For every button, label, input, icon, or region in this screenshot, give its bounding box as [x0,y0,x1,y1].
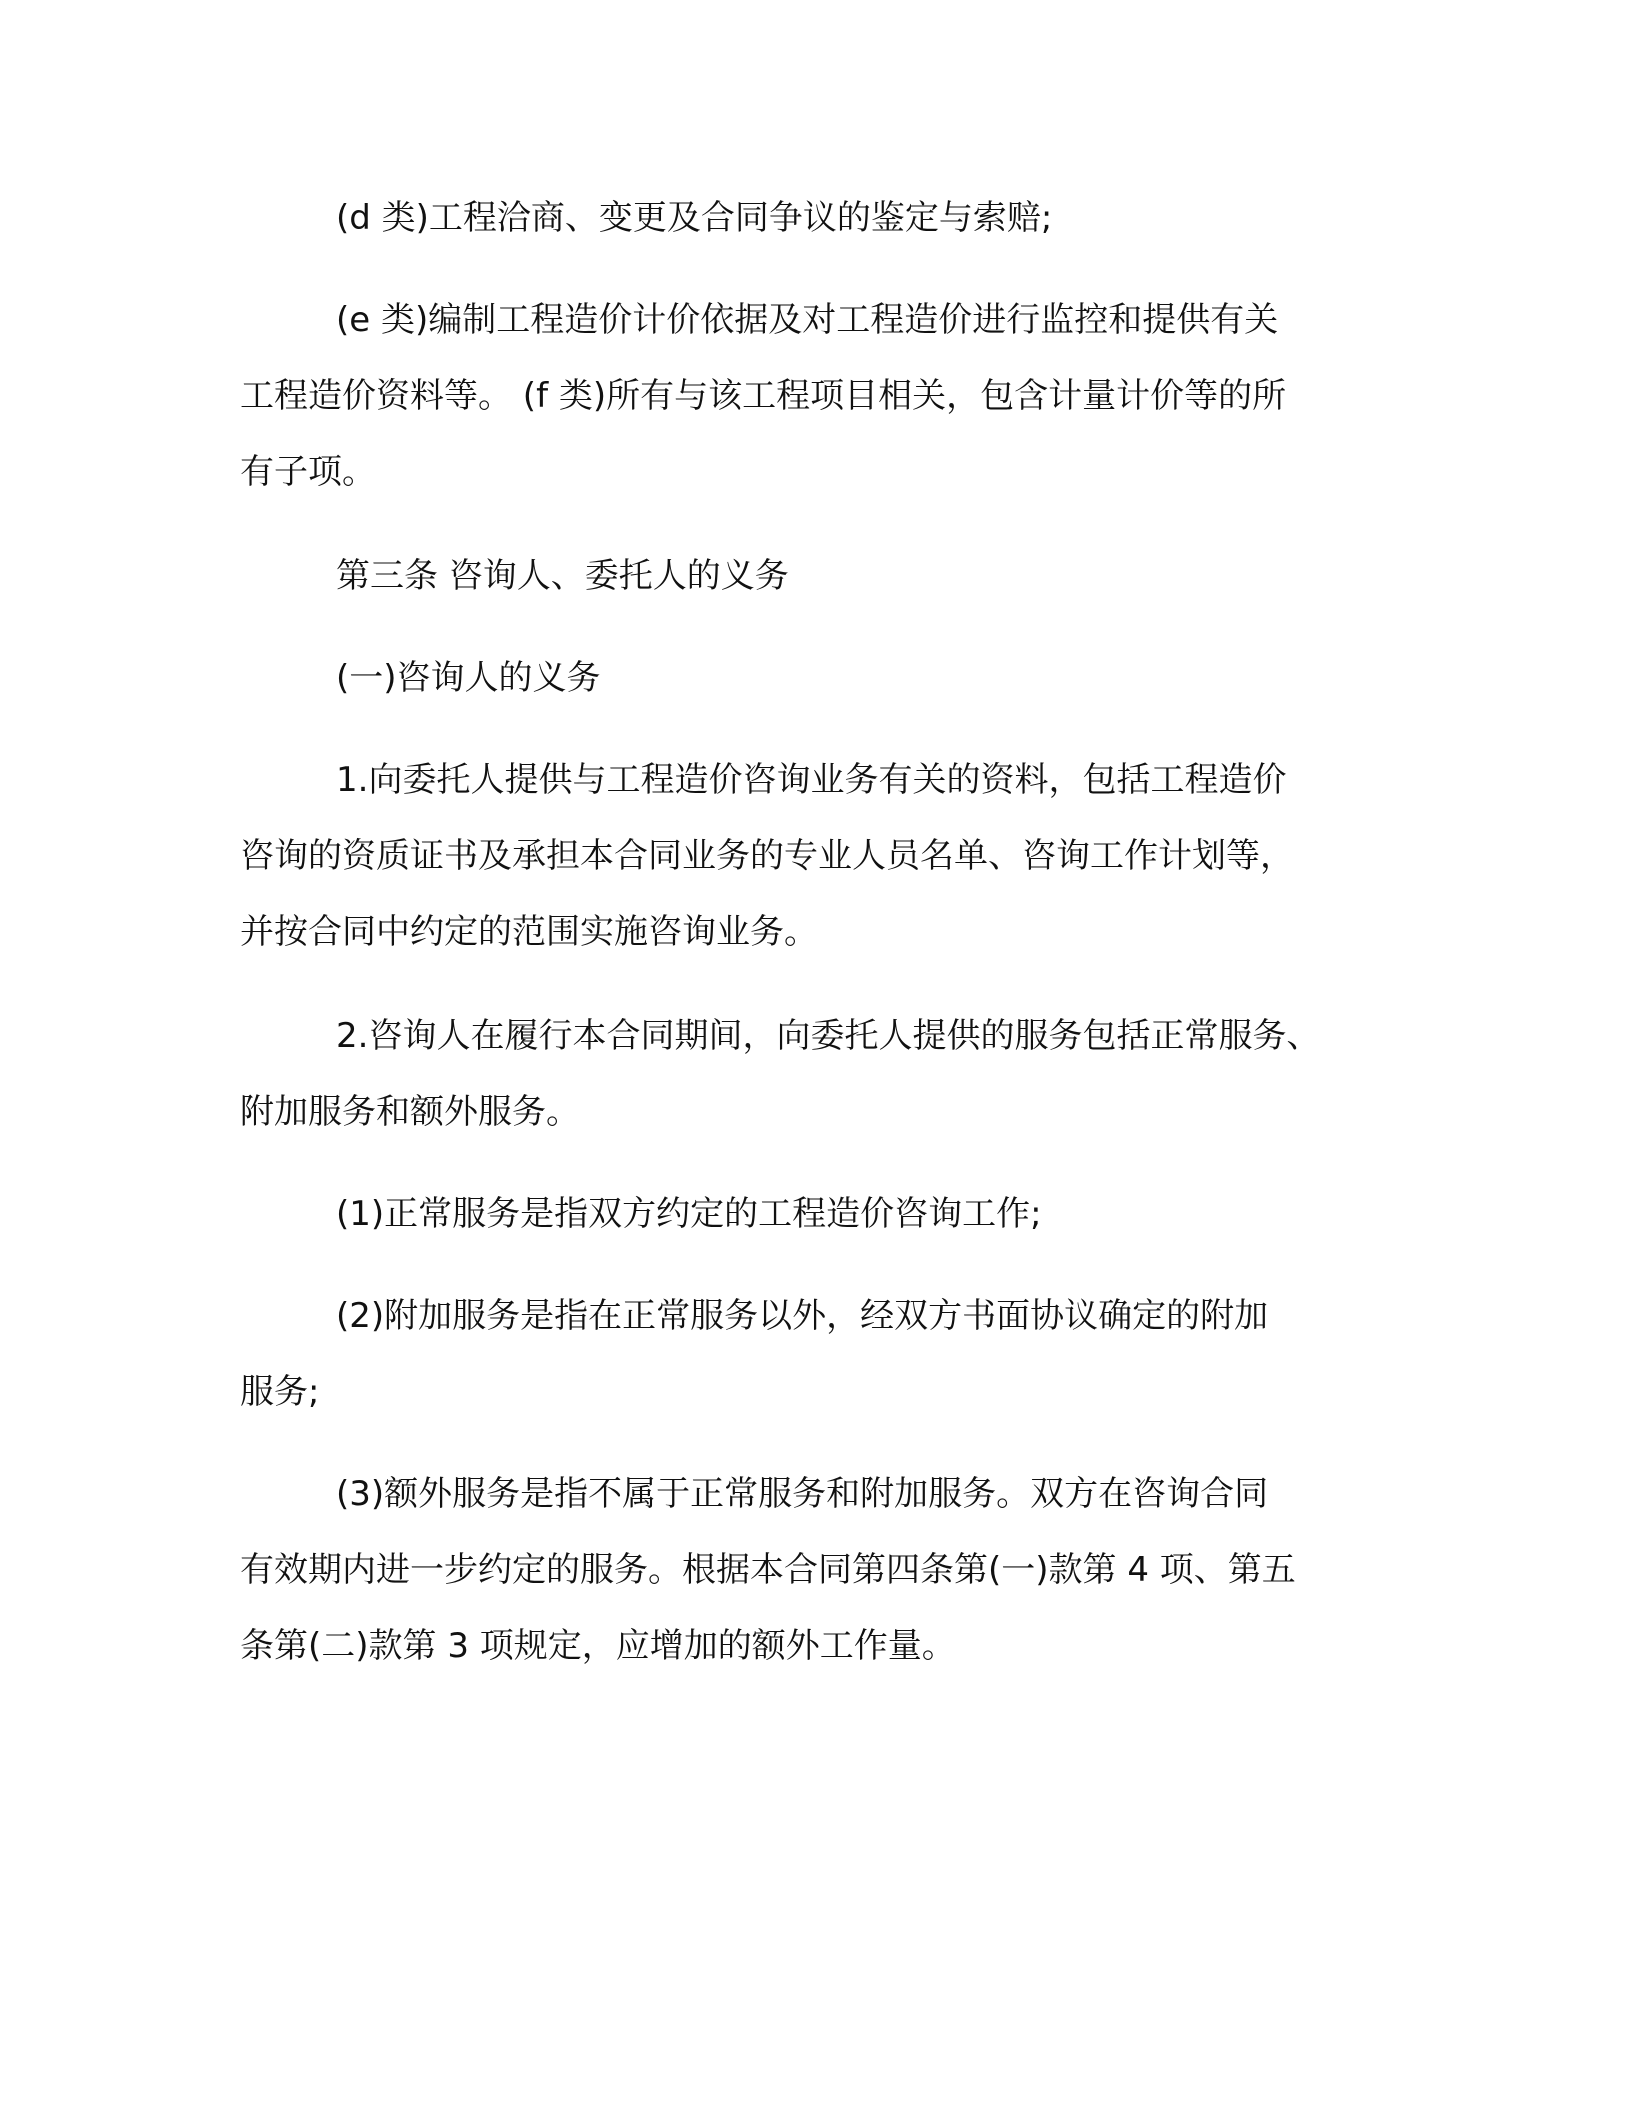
paragraph-line: (3)额外服务是指不属于正常服务和附加服务。双方在咨询合同 [336,1474,1269,1514]
paragraph-line: (一)咨询人的义务 [336,658,601,698]
paragraph-line: 条第(二)款第 3 项规定，应增加的额外工作量。 [240,1626,956,1666]
paragraph-item-1 [240,742,1390,970]
paragraph-line: 工程造价资料等。 (f 类)所有与该工程项目相关，包含计量计价等的所 [240,376,1287,416]
paragraph-line: 咨询的资质证书及承担本合同业务的专业人员名单、咨询工作计划等， [240,836,1294,876]
paragraph-e-f-class [240,282,1390,510]
paragraph-line: (2)附加服务是指在正常服务以外，经双方书面协议确定的附加 [336,1296,1269,1336]
paragraph-line: 服务; [240,1372,320,1412]
paragraph-line: 第三条 咨询人、委托人的义务 [336,556,789,596]
paragraph-line: (e 类)编制工程造价计价依据及对工程造价进行监控和提供有关 [336,300,1279,340]
paragraph-line: 有子项。 [240,452,376,492]
paragraph-line: 1.向委托人提供与工程造价咨询业务有关的资料，包括工程造价 [336,760,1287,800]
article-3-heading [240,538,1390,614]
paragraph-line: 附加服务和额外服务。 [240,1092,580,1132]
paragraph-item-2-1 [240,1176,1390,1252]
paragraph-line: (d 类)工程洽商、变更及合同争议的鉴定与索赔; [336,198,1053,238]
paragraph-line: 2.咨询人在履行本合同期间，向委托人提供的服务包括正常服务、 [336,1016,1321,1056]
paragraph-line: (1)正常服务是指双方约定的工程造价咨询工作; [336,1194,1042,1234]
paragraph-line: 并按合同中约定的范围实施咨询业务。 [240,912,818,952]
paragraph-d-class [240,180,1390,256]
paragraph-item-2-3 [240,1456,1390,1684]
paragraph-item-2 [240,998,1390,1150]
paragraph-item-2-2 [240,1278,1390,1430]
paragraph-line: 有效期内进一步约定的服务。根据本合同第四条第(一)款第 4 项、第五 [240,1550,1296,1590]
section-1-heading [240,640,1390,716]
